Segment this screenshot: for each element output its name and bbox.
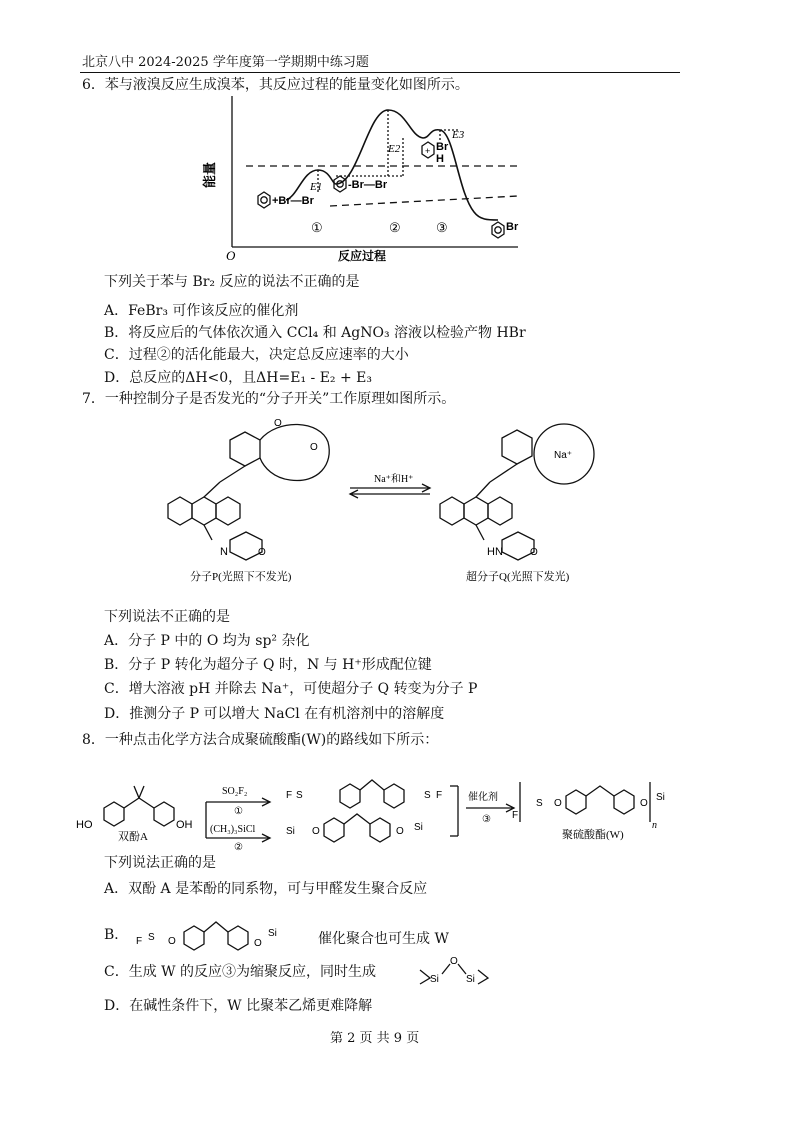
q8-synthesis-route	[74, 752, 714, 852]
polymer-o-end: O	[640, 798, 648, 809]
exam-header: 北京八中 2024-2025 学年度第一学期期中练习题	[82, 55, 369, 70]
option-b-si: Si	[268, 928, 277, 939]
process-axis-label: 反应过程	[338, 249, 387, 263]
int1-f-left: F	[286, 790, 293, 801]
int2-si-right: Si	[414, 822, 423, 833]
sigma-h-label: H	[436, 153, 444, 165]
int2-o-left: O	[312, 826, 320, 837]
step-2: ②	[234, 842, 243, 853]
na-ion-label: Na⁺	[554, 450, 573, 461]
left-n-atom: N	[220, 546, 228, 558]
q8-option-a: A．双酚 A 是苯酚的同系物，可与甲醛发生聚合反应	[104, 881, 428, 897]
step-1: ①	[234, 806, 243, 817]
header-rule	[80, 72, 680, 73]
polymer-w-label: 聚硫酸酯(W)	[562, 829, 624, 841]
step-3: ③	[482, 814, 491, 825]
right-hn-atom: HN	[487, 546, 503, 558]
reagent-so2f2: SO₂F₂	[222, 786, 248, 797]
option-b-f: F	[136, 936, 143, 947]
q6-option-a: A．FeBr₃ 可作该反应的催化剂	[104, 303, 299, 319]
reagent-tmscl: (CH₃)₃SiCl	[210, 824, 256, 835]
q6-stem: 6．苯与液溴反应生成溴苯，其反应过程的能量变化如图所示。	[82, 77, 469, 93]
option-c-si-right: Si	[466, 974, 475, 985]
int1-s-left: S	[296, 790, 303, 801]
q8-option-c-structure	[414, 954, 494, 990]
option-b-o: O	[168, 936, 176, 947]
option-b-s: S	[148, 932, 155, 943]
bisphenol-oh: OH	[176, 819, 193, 831]
page-number: 第 2 页 共 9 页	[330, 1031, 420, 1046]
stage-3-label: ③	[436, 220, 448, 235]
molecule-p-caption: 分子P(光照下不发光)	[190, 571, 292, 583]
switch-arrow-label: Na⁺和H⁺	[374, 474, 414, 485]
q8-option-b-text: 催化聚合也可生成 W	[318, 931, 449, 947]
polymer-n: n	[652, 820, 657, 831]
e3-label: E3	[452, 129, 465, 141]
q8-option-b-prefix: B．	[104, 927, 129, 943]
q6-option-b: B．将反应后的气体依次通入 CCl₄ 和 AgNO₃ 溶液以检验产物 HBr	[104, 325, 526, 341]
stage-2-label: ②	[389, 220, 401, 235]
q7-option-a: A．分子 P 中的 O 均为 sp² 杂化	[104, 633, 310, 649]
supramolecule-q-caption: 超分子Q(光照下发光)	[466, 571, 570, 583]
polymer-f: F	[512, 810, 519, 821]
q8-option-d: D．在碱性条件下，W 比聚苯乙烯更难降解	[104, 998, 373, 1014]
q7-option-c: C．增大溶液 pH 并除去 Na⁺，可使超分子 Q 转变为分子 P	[104, 681, 478, 697]
int1-s-right: S	[424, 790, 431, 801]
polymer-s: S	[536, 798, 543, 809]
q8-option-c: C．生成 W 的反应③为缩聚反应，同时生成	[104, 964, 377, 980]
crown-o-atom: O	[310, 442, 318, 453]
reactant-br2-label: +Br—Br	[272, 195, 314, 207]
e1-label: E1	[310, 181, 323, 193]
stage-1-label: ①	[311, 220, 323, 235]
int2-o-right: O	[396, 826, 404, 837]
polymer-si: Si	[656, 792, 665, 803]
q6-prompt: 下列关于苯与 Br₂ 反应的说法不正确的是	[104, 274, 360, 290]
origin-label: O	[226, 248, 236, 263]
polymer-o: O	[554, 798, 562, 809]
catalyst-label: 催化剂	[468, 792, 498, 803]
q6-option-d: D．总反应的ΔH<0，且ΔH=E₁ - E₂ + E₃	[104, 370, 372, 386]
q6-energy-diagram	[202, 92, 519, 263]
q8-option-b-structure	[130, 912, 310, 960]
morpholine-o-atom: O	[258, 547, 266, 558]
crown-o-atom: O	[274, 418, 282, 429]
pi-complex-label: -Br—Br	[348, 179, 388, 191]
e2-label: E2	[388, 143, 401, 155]
sigma-charge-label: +	[425, 146, 431, 156]
q6-option-c: C．过程②的活化能最大，决定总反应速率的大小	[104, 347, 409, 363]
int2-si-left: Si	[286, 826, 295, 837]
q7-option-d: D．推测分子 P 可以增大 NaCl 在有机溶剂中的溶解度	[104, 706, 445, 722]
option-c-o: O	[450, 956, 458, 967]
bisphenol-ho: HO	[76, 819, 93, 831]
q7-option-b: B．分子 P 转化为超分子 Q 时，N 与 H⁺形成配位键	[104, 657, 432, 673]
energy-axis-label: 能量	[202, 161, 217, 188]
morpholine-o-atom: O	[530, 547, 538, 558]
bisphenol-a-label: 双酚A	[118, 831, 148, 843]
option-b-o-end: O	[254, 938, 262, 949]
product-br-label: Br	[506, 221, 519, 233]
q7-stem: 7．一种控制分子是否发光的“分子开关”工作原理如图所示。	[82, 391, 456, 407]
q8-prompt: 下列说法正确的是	[104, 855, 216, 871]
q8-stem: 8．一种点击化学方法合成聚硫酸酯(W)的路线如下所示：	[82, 732, 439, 748]
q7-prompt: 下列说法不正确的是	[104, 609, 230, 625]
sigma-br-label: Br	[436, 141, 449, 153]
q7-molecular-switch-diagram	[150, 412, 610, 582]
option-c-si-left: Si	[430, 974, 439, 985]
int1-f-right: F	[436, 790, 443, 801]
